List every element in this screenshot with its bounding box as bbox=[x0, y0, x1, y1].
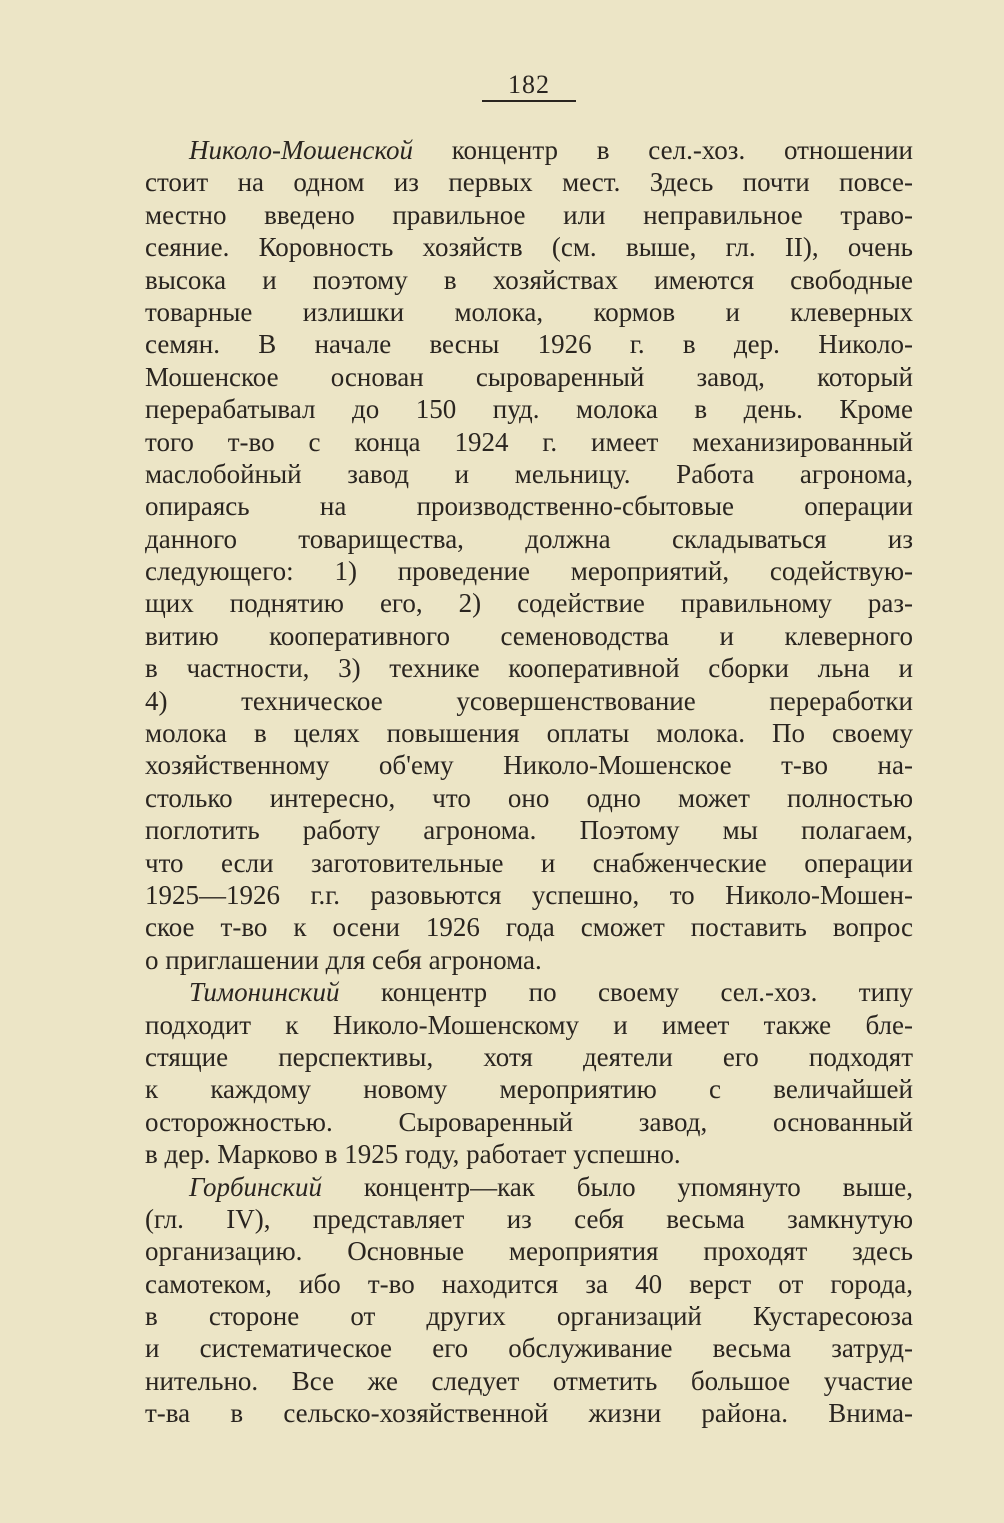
concentre-name: Горбинский bbox=[189, 1171, 323, 1202]
page-number-rule bbox=[482, 100, 576, 102]
text-line: стящие перспективы, хотя деятели его подходят bbox=[145, 1041, 913, 1072]
text-line: поглотить работу агронома. Поэтому мы полагаем, bbox=[145, 815, 913, 846]
text-line: самотеком, ибо т-во находится за 40 верст от города, bbox=[145, 1268, 913, 1299]
text-line: витию кооперативного семеноводства и клеверного bbox=[145, 620, 913, 651]
text-line: сеяние. Коровность хозяйств (см. выше, гл. II), очень bbox=[145, 232, 913, 263]
text-line: перерабатывал до 150 пуд. молока в день. Кроме bbox=[145, 394, 913, 425]
concentre-name: Тимонинский bbox=[189, 977, 340, 1008]
text-line: 4) техническое усовершенствование переработки bbox=[145, 685, 913, 716]
text-line: в частности, 3) технике кооперативной сборки льна и bbox=[145, 653, 913, 684]
text-line: семян. В начале весны 1926 г. в дер. Николо- bbox=[145, 329, 913, 360]
body-text bbox=[145, 134, 913, 1430]
text-line: товарные излишки молока, кормов и клеверных bbox=[145, 296, 913, 327]
text-line: что если заготовительные и снабженческие операции bbox=[145, 847, 913, 878]
text-line: организацию. Основные мероприятия проходят здесь bbox=[145, 1236, 913, 1267]
text-line: Николо-Мошенской концентр в сел.-хоз. отношении bbox=[189, 135, 913, 165]
text-line: в стороне от других организаций Кустаресоюза bbox=[145, 1301, 913, 1332]
text-line: следующего: 1) проведение мероприятий, содействую- bbox=[145, 556, 913, 587]
text-line: стоит на одном из первых мест. Здесь почти повсе- bbox=[145, 167, 913, 198]
text-line: местно введено правильное или неправильное траво- bbox=[145, 199, 913, 230]
text-line: опираясь на производственно-сбытовые операции bbox=[145, 491, 913, 522]
text-line: молока в целях повышения оплаты молока. По своему bbox=[145, 718, 913, 749]
text-line: того т-во с конца 1924 г. имеет механизированный bbox=[145, 426, 913, 457]
text-line: столько интересно, что оно одно может полностью bbox=[145, 782, 913, 813]
text-line: подходит к Николо-Мошенскому и имеет также бле- bbox=[145, 1009, 913, 1040]
text-line: высока и поэтому в хозяйствах имеются свободные bbox=[145, 264, 913, 295]
text-line: маслобойный завод и мельницу. Работа агронома, bbox=[145, 458, 913, 489]
text-line: данного товарищества, должна складываться из bbox=[145, 523, 913, 554]
concentre-name: Николо-Мошенской bbox=[189, 135, 413, 165]
text-line: т-ва в сельско-хозяйственной жизни района. Внима- bbox=[145, 1398, 913, 1429]
text-line: о приглашении для себя агронома. bbox=[145, 944, 542, 975]
text-line: Тимонинский концентр по своему сел.-хоз. типу bbox=[189, 977, 913, 1008]
text-line: к каждому новому мероприятию с величайшей bbox=[145, 1074, 913, 1105]
text-line: в дер. Марково в 1925 году, работает успешно. bbox=[145, 1139, 681, 1170]
page-number: 182 bbox=[508, 70, 550, 99]
text-line: (гл. IV), представляет из себя весьма замкнутую bbox=[145, 1203, 913, 1234]
text-line: 1925—1926 г.г. разовьются успешно, то Николо-Мошен- bbox=[145, 879, 913, 910]
text-line: нительно. Все же следует отметить большое участие bbox=[145, 1365, 913, 1396]
text-line: щих поднятию его, 2) содействие правильному раз- bbox=[145, 588, 913, 619]
text-line: Мошенское основан сыроваренный завод, который bbox=[145, 361, 913, 392]
text-line: Горбинский концентр—как было упомянуто выше, bbox=[189, 1171, 913, 1202]
text-line: осторожностью. Сыроваренный завод, основанный bbox=[145, 1106, 913, 1137]
text-line: хозяйственному об'ему Николо-Мошенское т-во на- bbox=[145, 750, 913, 781]
text-line: и систематическое его обслуживание весьма затруд- bbox=[145, 1333, 913, 1364]
text-line: ское т-во к осени 1926 года сможет поставить вопрос bbox=[145, 912, 913, 943]
